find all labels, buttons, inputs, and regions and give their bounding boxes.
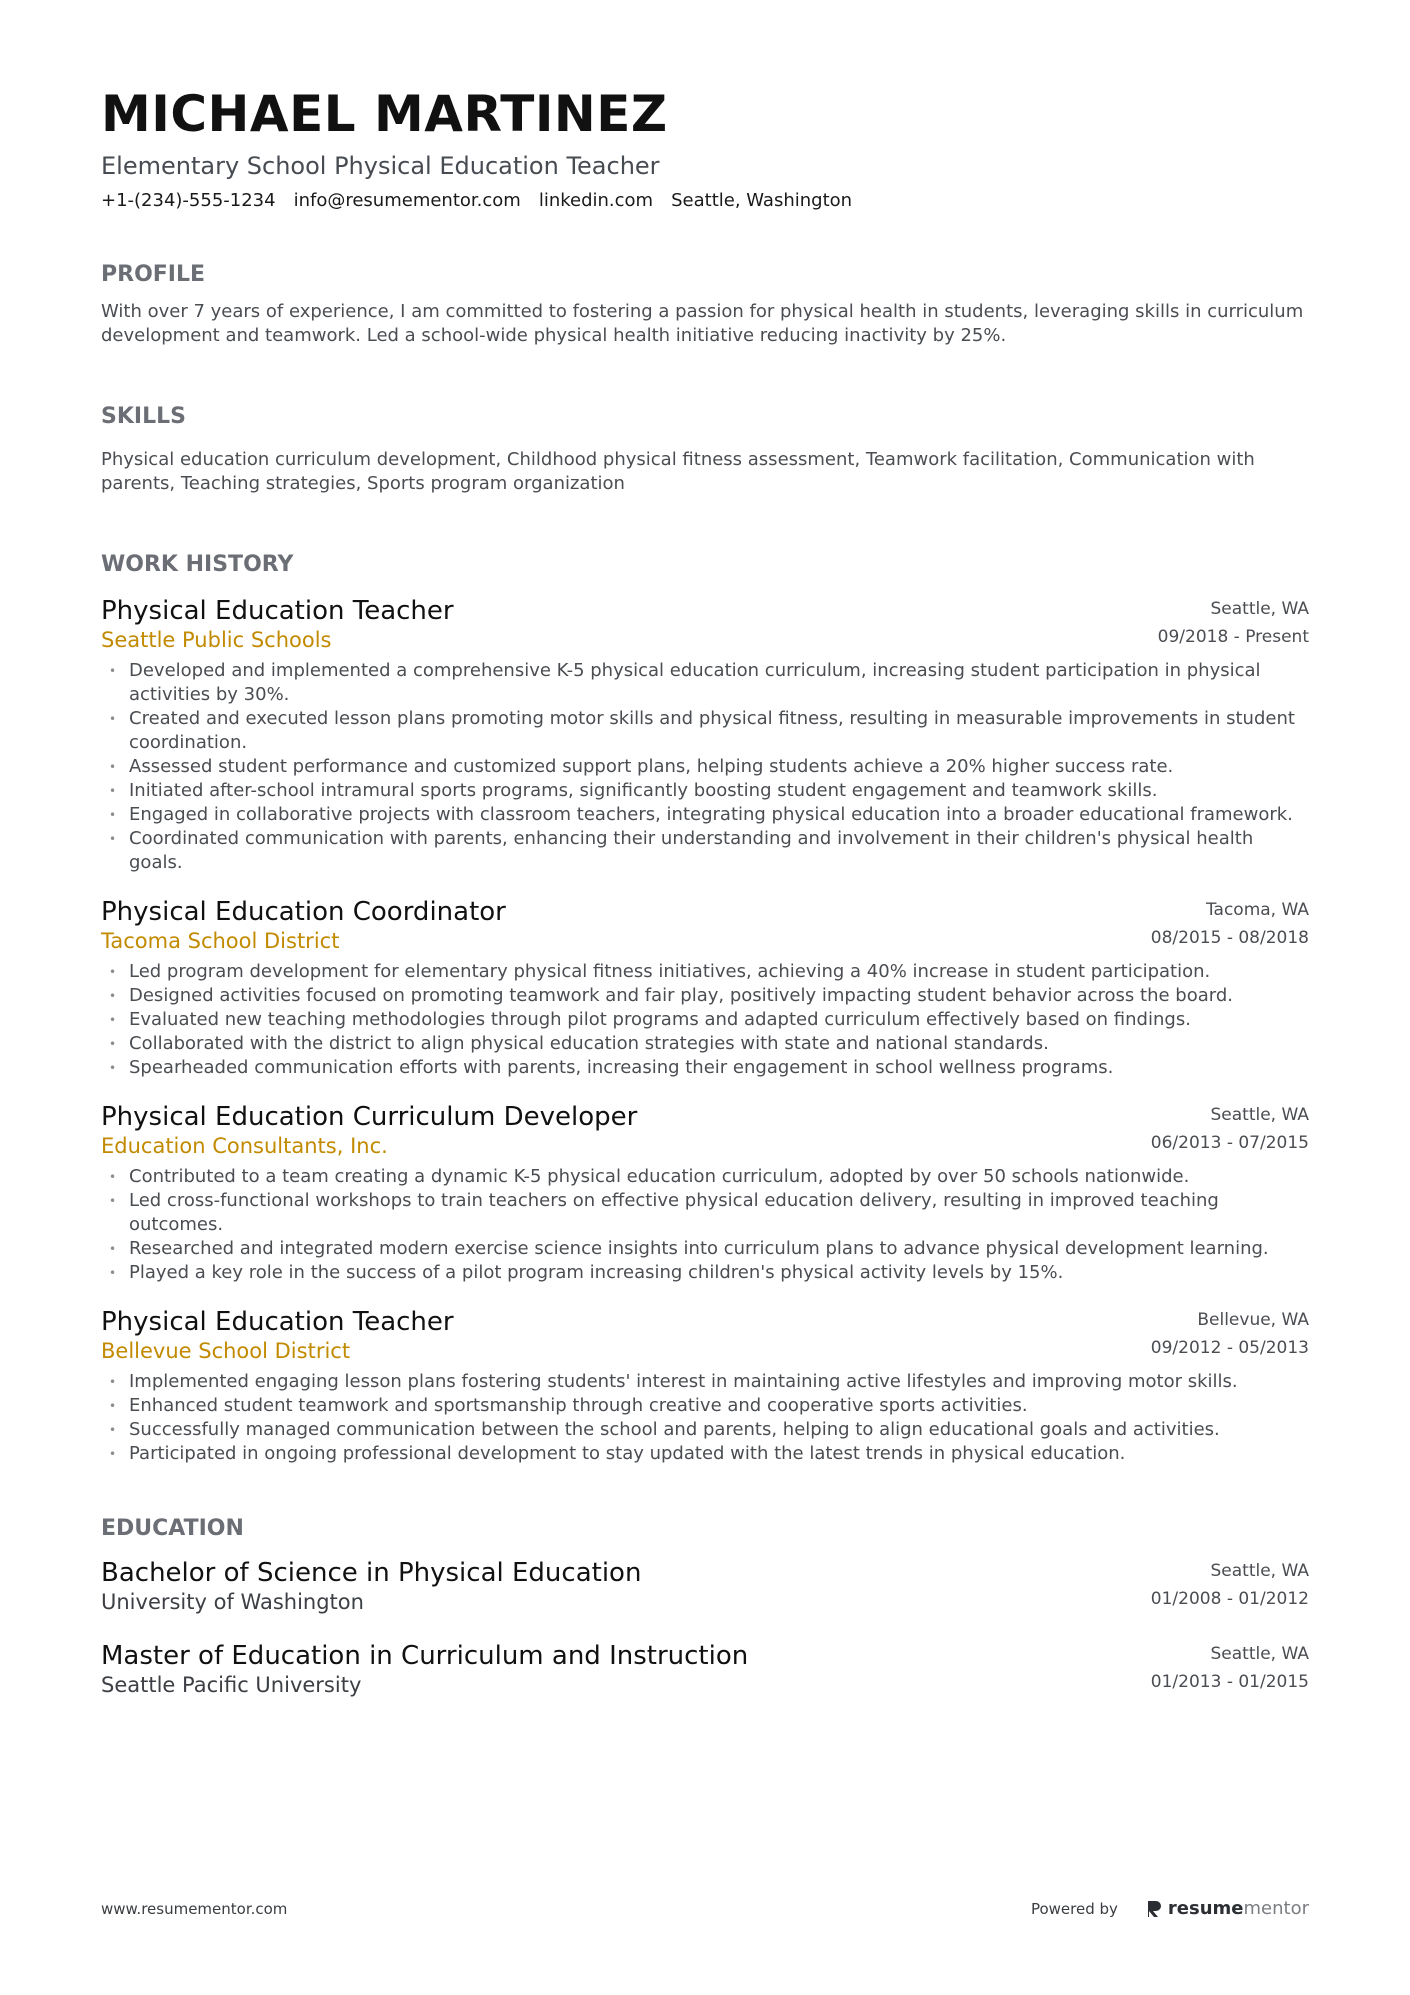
degree-title: Bachelor of Science in Physical Education — [101, 1558, 642, 1588]
bullet-dot-icon: • — [109, 1375, 117, 1389]
brand-name-part-b: mentor — [1243, 1898, 1309, 1919]
job-bullet: • Led program development for elementary physical fitness initiatives, achieving a 40% increase in student participation. — [109, 961, 1211, 982]
bullet-dot-icon: • — [109, 784, 117, 798]
job-bullet: • Enhanced student teamwork and sportsmanship through creative and cooperative sports activities. — [109, 1395, 1028, 1416]
education-section — [101, 1514, 1309, 1700]
job-dates: 06/2013 - 07/2015 — [1150, 1133, 1309, 1153]
job-bullet: • Spearheaded communication efforts with parents, increasing their engagement in school wellness programs. — [109, 1057, 1114, 1078]
work-history-section — [101, 550, 1309, 1466]
bullet-dot-icon: • — [109, 989, 117, 1003]
job-entry — [101, 1307, 1309, 1466]
profile-heading: PROFILE — [101, 262, 206, 287]
work-history-heading: WORK HISTORY — [101, 552, 294, 577]
bullet-dot-icon: • — [109, 1266, 117, 1280]
skills-section — [101, 402, 1309, 496]
job-bullet: • Successfully managed communication between the school and parents, helping to align educational goals and activities. — [109, 1419, 1220, 1440]
job-company: Education Consultants, Inc. — [101, 1134, 388, 1158]
job-bullet: • Evaluated new teaching methodologies through pilot programs and adapted curriculum effectively based on findings. — [109, 1009, 1191, 1030]
bullet-dot-icon: • — [109, 664, 117, 678]
job-dates: 09/2012 - 05/2013 — [1150, 1338, 1309, 1358]
bullet-dot-icon: • — [109, 808, 117, 822]
job-bullet: • Engaged in collaborative projects with classroom teachers, integrating physical education into a broader educational framework. — [109, 804, 1293, 825]
profile-text: With over 7 years of experience, I am committed to fostering a passion for physical health in students, leveraging skills in curriculum development and teamwork. Led a school-wide physical health initiative reducing inactivity by 25%. — [101, 301, 1304, 346]
bullet-dot-icon: • — [109, 832, 117, 846]
job-bullet: • Designed activities focused on promoting teamwork and fair play, positively impacting student behavior across the board. — [109, 985, 1233, 1006]
job-title: Physical Education Teacher — [101, 1307, 454, 1337]
powered-by-block — [1031, 1898, 1309, 1919]
bullet-dot-icon: • — [109, 1447, 117, 1461]
bullet-dot-icon: • — [109, 1013, 117, 1027]
candidate-name: MICHAEL MARTINEZ — [101, 85, 668, 143]
job-bullets — [101, 659, 1309, 875]
bullet-dot-icon: • — [109, 1061, 117, 1075]
job-bullet: • Developed and implemented a comprehensive K-5 physical education curriculum, increasing student participation in physical activities by 30%. — [109, 660, 1261, 705]
job-bullets — [101, 1165, 1309, 1285]
powered-by-label: Powered by — [1030, 1899, 1118, 1918]
job-bullet: • Played a key role in the success of a pilot program increasing children's physical activity levels by 15%. — [109, 1262, 1064, 1283]
job-bullet: • Coordinated communication with parents, enhancing their understanding and involvement in their children's physical health goals. — [109, 828, 1254, 873]
job-bullet: • Assessed student performance and customized support plans, helping students achieve a 20% higher success rate. — [109, 756, 1174, 777]
candidate-title: Elementary School Physical Education Teacher — [101, 152, 660, 180]
job-bullet: • Researched and integrated modern exercise science insights into curriculum plans to advance physical development learning. — [109, 1238, 1269, 1259]
job-dates: 09/2018 - Present — [1157, 627, 1309, 647]
bullet-dot-icon: • — [109, 1037, 117, 1051]
education-location: Seattle, WA — [1210, 1561, 1309, 1581]
job-title: Physical Education Teacher — [101, 596, 454, 626]
degree-title: Master of Education in Curriculum and Instruction — [101, 1641, 749, 1671]
bullet-dot-icon: • — [109, 1194, 117, 1208]
contact-email[interactable]: info@resumementor.com — [293, 190, 521, 211]
resumementor-logo-icon — [1146, 1899, 1162, 1919]
contact-line — [101, 188, 1309, 214]
school-name: University of Washington — [101, 1590, 364, 1614]
job-bullet: • Created and executed lesson plans promoting motor skills and physical fitness, resulting in measurable improvements in student coordination. — [109, 708, 1295, 753]
job-entry — [101, 1102, 1309, 1285]
job-location: Tacoma, WA — [1205, 900, 1309, 920]
education-location: Seattle, WA — [1210, 1644, 1309, 1664]
brand-name-part-a: resume — [1167, 1898, 1244, 1919]
school-name: Seattle Pacific University — [101, 1673, 362, 1697]
page-footer — [101, 1898, 1309, 1919]
job-bullets — [101, 1370, 1309, 1466]
bullet-dot-icon: • — [109, 760, 117, 774]
contact-linkedin[interactable]: linkedin.com — [538, 190, 654, 211]
job-entry — [101, 897, 1309, 1080]
skills-text: Physical education curriculum development, Childhood physical fitness assessment, Teamwork facilitation, Communication with parents, Teaching strategies, Sports program organization — [101, 449, 1255, 494]
education-heading: EDUCATION — [101, 1516, 244, 1541]
job-bullets — [101, 960, 1309, 1080]
job-company: Bellevue School District — [101, 1339, 351, 1363]
resume-header — [101, 82, 1309, 214]
bullet-dot-icon: • — [109, 1170, 117, 1184]
bullet-dot-icon: • — [109, 1423, 117, 1437]
brand-logo[interactable] — [1146, 1898, 1309, 1919]
job-title: Physical Education Curriculum Developer — [101, 1102, 638, 1132]
footer-website-link[interactable]: www.resumementor.com — [101, 1899, 288, 1918]
education-entry — [101, 1641, 1309, 1700]
job-location: Seattle, WA — [1210, 1105, 1309, 1125]
job-company: Tacoma School District — [101, 929, 340, 953]
job-bullet: • Contributed to a team creating a dynamic K-5 physical education curriculum, adopted by over 50 schools nationwide. — [109, 1166, 1190, 1187]
job-company: Seattle Public Schools — [101, 628, 332, 652]
job-bullet: • Implemented engaging lesson plans fostering students' interest in maintaining active lifestyles and improving motor skills. — [109, 1371, 1238, 1392]
job-entry — [101, 596, 1309, 875]
bullet-dot-icon: • — [109, 712, 117, 726]
bullet-dot-icon: • — [109, 1399, 117, 1413]
education-dates: 01/2013 - 01/2015 — [1150, 1672, 1309, 1692]
job-bullet: • Led cross-functional workshops to train teachers on effective physical education delivery, resulting in improved teaching outcomes. — [109, 1190, 1219, 1235]
job-title: Physical Education Coordinator — [101, 897, 506, 927]
job-bullet: • Collaborated with the district to align physical education strategies with state and national standards. — [109, 1033, 1049, 1054]
education-entry — [101, 1558, 1309, 1617]
skills-heading: SKILLS — [101, 404, 186, 429]
bullet-dot-icon: • — [109, 965, 117, 979]
bullet-dot-icon: • — [109, 1242, 117, 1256]
job-bullet: • Participated in ongoing professional development to stay updated with the latest trends in physical education. — [109, 1443, 1126, 1464]
profile-section — [101, 260, 1309, 348]
resume-content — [101, 82, 1309, 1700]
education-dates: 01/2008 - 01/2012 — [1150, 1589, 1309, 1609]
job-location: Bellevue, WA — [1197, 1310, 1309, 1330]
job-dates: 08/2015 - 08/2018 — [1150, 928, 1309, 948]
contact-location: Seattle, Washington — [671, 190, 853, 211]
job-location: Seattle, WA — [1210, 599, 1309, 619]
job-bullet: • Initiated after-school intramural sports programs, significantly boosting student engagement and teamwork skills. — [109, 780, 1158, 801]
contact-phone: +1-(234)-555-1234 — [101, 190, 276, 211]
